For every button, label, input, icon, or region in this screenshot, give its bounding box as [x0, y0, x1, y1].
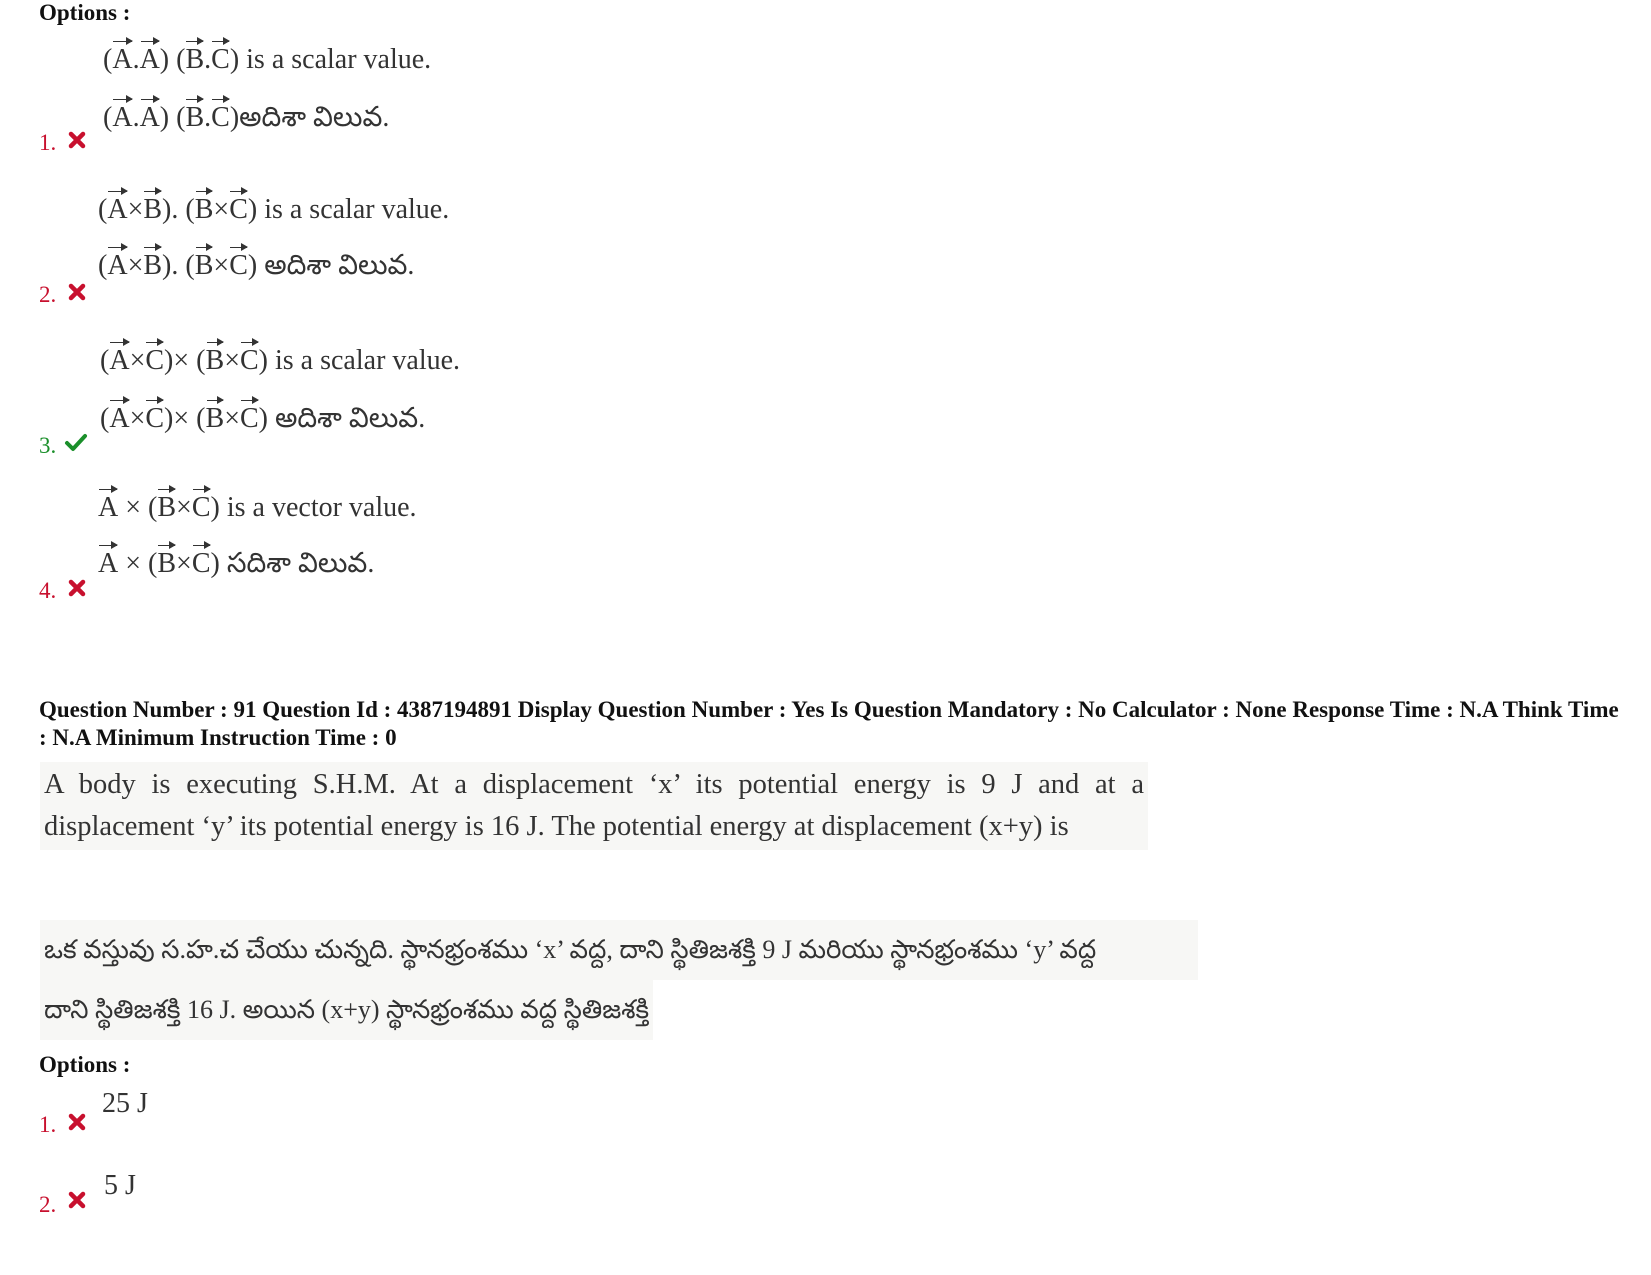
vector-symbol: B: [143, 194, 163, 225]
expr-token: ): [229, 102, 240, 133]
cross-icon: [67, 282, 87, 302]
expr-token: ): [229, 44, 240, 75]
cross-icon: [67, 1190, 87, 1210]
option-1-english: [103, 44, 431, 76]
vector-symbol: B: [205, 345, 225, 376]
question-text-telugu-line-1: ఒక వస్తువు స.హ.చ చేయు చున్నది. స్థానభ్రంశము ‘x’ వద్ద, దాని స్థితిజశక్తి 9 J మరియు స్థానభ్రంశము ‘y’ వద్ద: [40, 920, 1198, 980]
operator: × (: [118, 548, 158, 579]
operator: × (: [118, 492, 158, 523]
option-1-telugu: [103, 102, 389, 140]
operator: ×: [129, 345, 146, 376]
option-2-text: 5 J: [104, 1170, 136, 1201]
expr-token: ): [247, 194, 258, 225]
operator: ×: [127, 194, 144, 225]
option-4-english: [98, 492, 417, 524]
option-2-telugu: [98, 250, 414, 288]
vector-symbol: A: [98, 492, 119, 523]
option-1-number: 1.: [39, 130, 57, 155]
expr-token: ) (: [159, 102, 186, 133]
question-meta: Question Number : 91 Question Id : 4387194891 Display Question Number : Yes Is Question Mandatory : No Calculator : None Response Time : N.A Think Time : N.A Minimum Instruction Time : 0: [39, 697, 1619, 750]
option-4-telugu: [98, 548, 374, 586]
option-4-number: 4.: [39, 578, 57, 603]
expr-token: (: [100, 345, 110, 376]
option-suffix: is a scalar value.: [257, 194, 450, 225]
vector-symbol: B: [185, 44, 205, 75]
expr-token: (: [98, 250, 108, 281]
option-suffix: అదిశా విలువ.: [239, 102, 390, 133]
operator: ×: [213, 250, 230, 281]
option-2-number: 2.: [39, 1192, 57, 1217]
cross-icon: [67, 130, 87, 150]
option-suffix: సదిశా విలువ.: [219, 548, 375, 579]
vector-symbol: B: [157, 492, 177, 523]
vector-symbol: C: [145, 345, 165, 376]
expr-token: (: [103, 44, 113, 75]
option-2-english: [98, 194, 449, 226]
expr-token: .: [132, 102, 140, 133]
options-heading: Options :: [39, 1052, 131, 1077]
vector-symbol: C: [211, 44, 230, 75]
operator: ×: [127, 250, 144, 281]
vector-symbol: A: [112, 44, 133, 75]
expr-token: ): [210, 548, 220, 579]
expr-token: ). (: [162, 194, 195, 225]
vector-symbol: B: [157, 548, 177, 579]
expr-token: (: [98, 194, 108, 225]
vector-symbol: A: [109, 403, 130, 434]
option-3-number: 3.: [39, 433, 57, 458]
option-1-number: 1.: [39, 1112, 57, 1137]
expr-token: .: [132, 44, 140, 75]
expr-token: ): [210, 492, 220, 523]
vector-symbol: C: [211, 102, 230, 133]
vector-symbol: C: [239, 403, 259, 434]
option-suffix: is a scalar value.: [239, 44, 432, 75]
operator: ×: [129, 403, 146, 434]
vector-symbol: C: [239, 345, 259, 376]
operator: )× (: [164, 345, 206, 376]
expr-token: .: [204, 44, 212, 75]
operator: ×: [176, 492, 192, 523]
option-2-number: 2.: [39, 282, 57, 307]
vector-symbol: B: [185, 102, 205, 133]
option-3-telugu: [100, 403, 425, 441]
option-suffix: is a scalar value.: [268, 345, 461, 376]
vector-symbol: A: [98, 548, 119, 579]
expr-token: ). (: [162, 250, 195, 281]
vector-symbol: C: [191, 548, 211, 579]
expr-token: ): [258, 345, 268, 376]
operator: ×: [176, 548, 192, 579]
operator: )× (: [164, 403, 206, 434]
options-heading: Options :: [39, 0, 131, 25]
option-3-english: [100, 345, 460, 377]
vector-symbol: A: [112, 102, 133, 133]
expr-token: ): [247, 250, 258, 281]
vector-symbol: C: [229, 194, 248, 225]
cross-icon: [67, 578, 87, 598]
check-icon: [64, 432, 88, 452]
operator: ×: [213, 194, 230, 225]
vector-symbol: B: [194, 194, 214, 225]
option-suffix: is a vector value.: [219, 492, 417, 523]
vector-symbol: A: [139, 102, 160, 133]
vector-symbol: B: [205, 403, 225, 434]
expr-token: ): [258, 403, 268, 434]
option-suffix: అదిశా విలువ.: [268, 403, 426, 434]
question-text-english: A body is executing S.H.M. At a displacement ‘x’ its potential energy is 9 J and at a displacement ‘y’ its potential energy is 16 J. The potential energy at displacement (x+y) is: [40, 762, 1148, 850]
vector-symbol: C: [145, 403, 165, 434]
expr-token: (: [103, 102, 113, 133]
operator: ×: [224, 345, 240, 376]
vector-symbol: A: [107, 250, 128, 281]
vector-symbol: A: [139, 44, 160, 75]
expr-token: ) (: [159, 44, 186, 75]
expr-token: .: [204, 102, 212, 133]
operator: ×: [224, 403, 240, 434]
vector-symbol: B: [143, 250, 163, 281]
option-1-text: 25 J: [102, 1088, 148, 1119]
vector-symbol: B: [194, 250, 214, 281]
vector-symbol: A: [109, 345, 130, 376]
option-suffix: అదిశా విలువ.: [257, 250, 415, 281]
vector-symbol: A: [107, 194, 128, 225]
vector-symbol: C: [191, 492, 211, 523]
question-text-telugu-line-2: దాని స్థితిజశక్తి 16 J. అయిన (x+y) స్థానభ్రంశము వద్ద స్థితిజశక్తి: [40, 980, 653, 1040]
vector-symbol: C: [229, 250, 248, 281]
cross-icon: [67, 1112, 87, 1132]
expr-token: (: [100, 403, 110, 434]
